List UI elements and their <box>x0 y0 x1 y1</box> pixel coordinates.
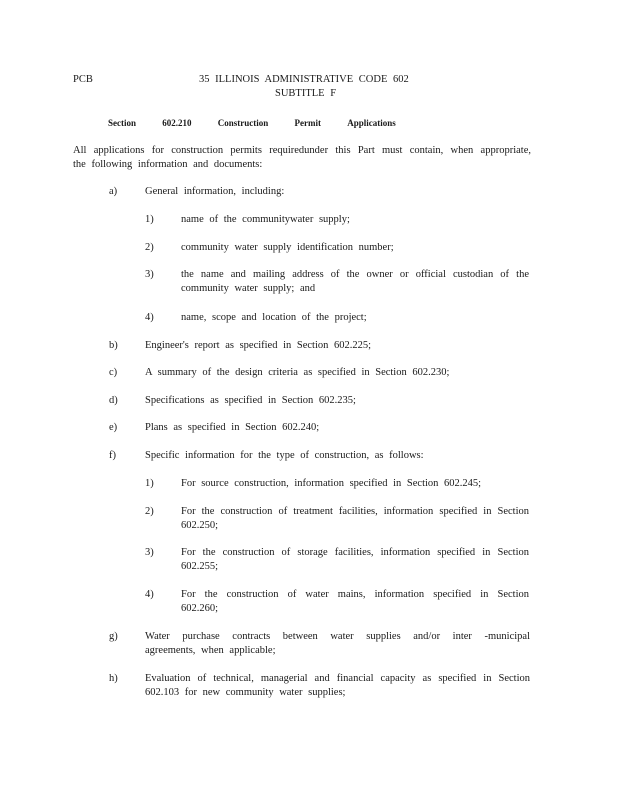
header-title: 35 ILLINOIS ADMINISTRATIVE CODE 602 <box>199 74 409 85</box>
list-item-label: 2) <box>145 506 154 517</box>
header-subtitle: SUBTITLE F <box>275 88 337 99</box>
list-item-text: Specific information for the type of construction, as follows: <box>145 450 424 461</box>
header-agency: PCB <box>73 74 93 85</box>
list-item-label: c) <box>109 367 118 378</box>
list-item-text: General information, including: <box>145 186 285 197</box>
list-item-text: For the construction of treatment facilities, information specified in Section 602.250; <box>181 506 529 531</box>
list-item-label: e) <box>109 422 118 433</box>
list-item-label: 1) <box>145 214 154 225</box>
list-item-label: 1) <box>145 478 154 489</box>
list-item-label: 2) <box>145 242 154 253</box>
section-title-part: Applications <box>347 118 396 128</box>
list-item-text: Water purchase contracts between water supplies and/or inter -municipal agreements, when applicable; <box>145 631 530 656</box>
intro-paragraph: All applications for construction permits requiredunder this Part must contain, when appropriate, the following information and documents: <box>73 145 531 170</box>
list-item-text: the name and mailing address of the owner or official custodian of the community water supply; and <box>181 269 529 294</box>
list-item-label: a) <box>109 186 118 197</box>
list-item-text: A summary of the design criteria as specified in Section 602.230; <box>145 367 450 378</box>
section-title-part: Construction <box>217 118 269 128</box>
section-label: Section <box>108 118 136 128</box>
list-item-label: 4) <box>145 589 154 600</box>
list-item-text: For the construction of storage facilities, information specified in Section 602.255; <box>181 547 529 572</box>
list-item-text: For the construction of water mains, information specified in Section 602.260; <box>181 589 529 614</box>
list-item-label: g) <box>109 631 118 642</box>
list-item-label: d) <box>109 395 118 406</box>
section-number: 602.210 <box>162 118 192 128</box>
list-item-label: 3) <box>145 269 154 280</box>
list-item-text: Engineer's report as specified in Section 602.225; <box>145 340 372 351</box>
list-item-label: h) <box>109 673 118 684</box>
list-item-label: f) <box>109 450 116 461</box>
list-item-text: Plans as specified in Section 602.240; <box>145 422 320 433</box>
section-title-part: Permit <box>294 118 321 128</box>
list-item-text: community water supply identification number; <box>181 242 394 253</box>
section-heading <box>108 116 420 130</box>
list-item-text: name, scope and location of the project; <box>181 312 367 323</box>
list-item-text: Evaluation of technical, managerial and financial capacity as specified in Section 602.103 for new community water supplies; <box>145 673 530 698</box>
list-item-label: b) <box>109 340 118 351</box>
list-item-label: 3) <box>145 547 154 558</box>
list-item-text: name of the communitywater supply; <box>181 214 350 225</box>
list-item-label: 4) <box>145 312 154 323</box>
list-item-text: Specifications as specified in Section 602.235; <box>145 395 356 406</box>
list-item-text: For source construction, information specified in Section 602.245; <box>181 478 482 489</box>
